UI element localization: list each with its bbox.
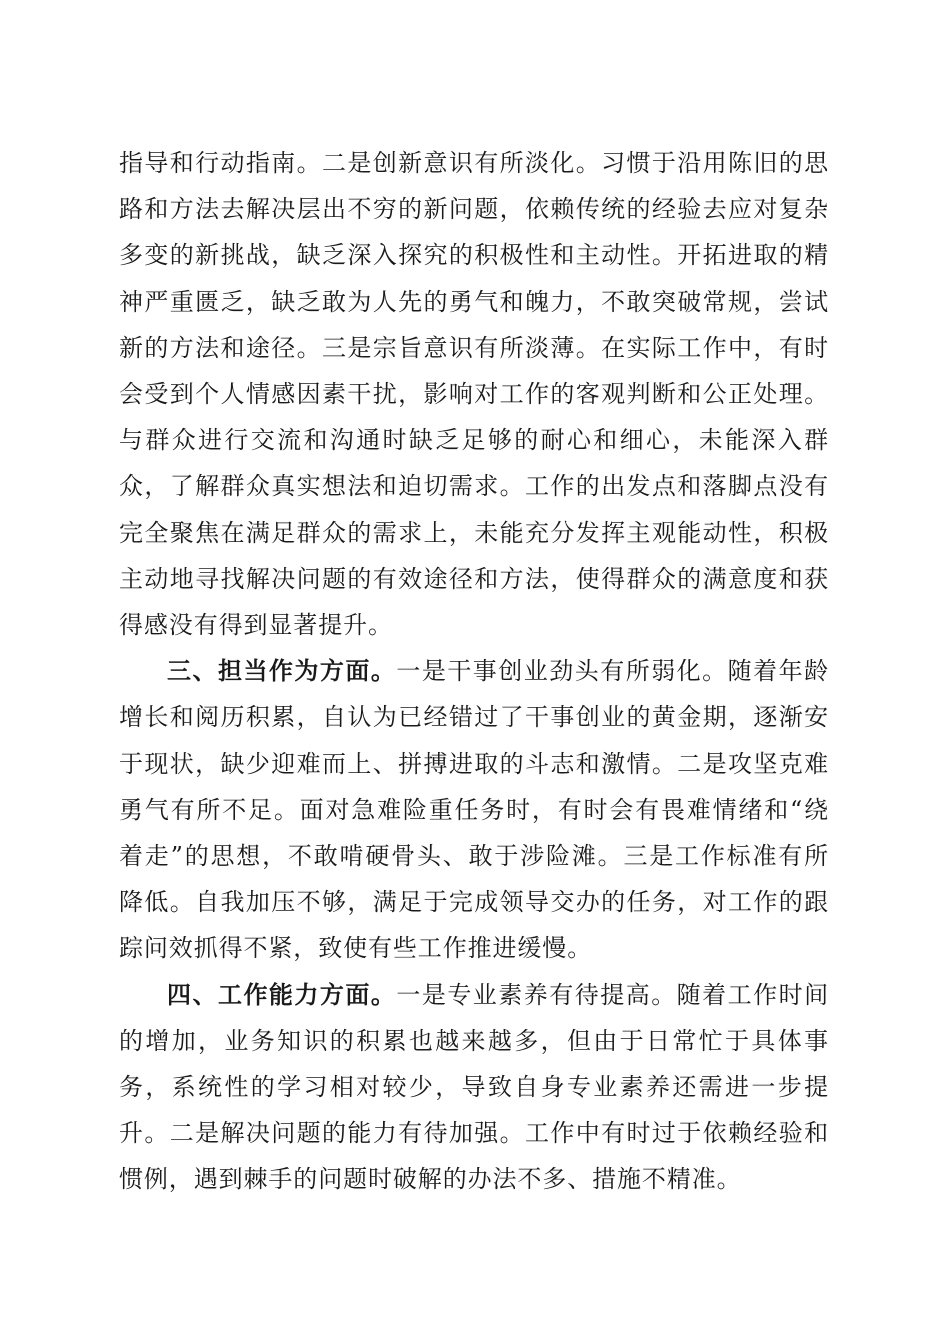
document-body [119, 140, 829, 1203]
paragraph-text: 一是干事创业劲头有所弱化。随着年龄增长和阅历积累，自认为已经错过了干事创业的黄金期，逐渐安于现状，缺少迎难而上、拼搏进取的斗志和激情。二是攻坚克难勇气有所不足。面对急难险重任务时，有时会有畏难情绪和“绕着走”的思想，不敢啃硬骨头、敢于涉险滩。三是工作标准有所降低。自我加压不够，满足于完成领导交办的任务，对工作的跟踪问效抓得不紧，致使有些工作推进缓慢。 [119, 657, 829, 963]
section-heading: 四、工作能力方面。 [167, 979, 397, 1009]
paragraph-section-four [119, 972, 829, 1203]
section-heading: 三、担当作为方面。 [167, 656, 397, 686]
paragraph-continuation [119, 140, 829, 648]
paragraph-section-three [119, 648, 829, 971]
paragraph-text: 指导和行动指南。二是创新意识有所淡化。习惯于沿用陈旧的思路和方法去解决层出不穷的新问题，依赖传统的经验去应对复杂多变的新挑战，缺乏深入探究的积极性和主动性。开拓进取的精神严重匮乏，缺乏敢为人先的勇气和魄力，不敢突破常规，尝试新的方法和途径。三是宗旨意识有所淡薄。在实际工作中，有时会受到个人情感因素干扰，影响对工作的客观判断和公正处理。与群众进行交流和沟通时缺乏足够的耐心和细心，未能深入群众，了解群众真实想法和迫切需求。工作的出发点和落脚点没有完全聚焦在满足群众的需求上，未能充分发挥主观能动性，积极主动地寻找解决问题的有效途径和方法，使得群众的满意度和获得感没有得到显著提升。 [119, 149, 829, 640]
paragraph-text: 一是专业素养有待提高。随着工作时间的增加，业务知识的积累也越来越多，但由于日常忙于具体事务，系统性的学习相对较少，导致自身专业素养还需进一步提升。二是解决问题的能力有待加强。工作中有时过于依赖经验和惯例，遇到棘手的问题时破解的办法不多、措施不精准。 [119, 980, 829, 1194]
